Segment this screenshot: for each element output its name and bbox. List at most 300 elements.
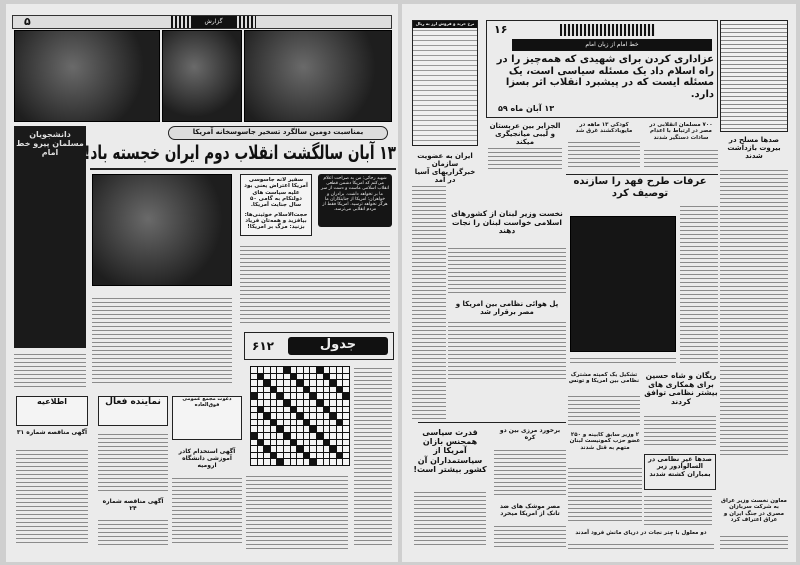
article-text	[488, 146, 562, 172]
crossword-cell	[297, 393, 303, 399]
crossword-cell	[291, 387, 297, 393]
currency-table	[412, 20, 478, 146]
headline-reagan: ریگان و شاه حسین برای همکاری های بیشتر نظامی توافق کردند	[644, 371, 718, 406]
subheadline: بمناسبت دومین سالگرد تسخیر جاسوسخانه آمریکا	[192, 128, 364, 136]
crossword-black-cell	[324, 440, 330, 446]
crossword-cell	[330, 453, 336, 459]
crossword-cell	[324, 433, 330, 439]
crossword-cell	[271, 433, 277, 439]
crossword-cell	[317, 446, 323, 452]
crossword-cell	[277, 367, 283, 373]
crossword-cell	[317, 459, 323, 465]
headline-parachute: دو معلول با چتر نجات در دریای مانش فرود آمدند	[575, 530, 707, 536]
crossword-cell	[251, 420, 257, 426]
crossword-cell	[264, 400, 270, 406]
crossword-cell	[264, 407, 270, 413]
crossword-cell	[277, 453, 283, 459]
article-text	[644, 494, 712, 526]
crossword-cell	[251, 453, 257, 459]
article-text	[448, 320, 566, 382]
ad-tender-24: آگهی مناقصه شماره ۲۴	[102, 498, 164, 512]
section-label: گزارش	[191, 16, 236, 28]
crossword-cell	[324, 380, 330, 386]
imam-title: خط امام از زبان امام	[512, 39, 712, 51]
crossword-black-cell	[337, 453, 343, 459]
crossword-cell	[264, 387, 270, 393]
photo-caption	[570, 356, 676, 366]
headline-korea: برخورد مرزی بین دو کره	[499, 427, 561, 441]
crossword-cell	[310, 420, 316, 426]
crossword-cell	[337, 413, 343, 419]
crossword-clues	[354, 366, 392, 546]
crossword-cell	[264, 433, 270, 439]
ad-text	[98, 518, 168, 548]
photo-banner	[14, 30, 160, 122]
crossword-cell	[297, 453, 303, 459]
dark-quote-box	[318, 174, 392, 227]
side-headline: دانشجویان مسلمان پیرو خط امام	[16, 130, 84, 158]
crossword-black-cell	[264, 446, 270, 452]
crossword-black-cell	[324, 374, 330, 380]
right-page	[402, 4, 796, 562]
crossword-cell	[251, 459, 257, 465]
crossword-cell	[343, 433, 349, 439]
crossword-cell	[317, 374, 323, 380]
crossword-black-cell	[317, 367, 323, 373]
crossword-clues	[246, 474, 348, 550]
article-text	[414, 490, 486, 548]
crossword-cell	[343, 367, 349, 373]
crossword-cell	[271, 459, 277, 465]
article-text	[448, 246, 566, 294]
crossword-cell	[343, 407, 349, 413]
crossword-cell	[291, 459, 297, 465]
article-text	[412, 184, 446, 420]
ad-representative	[98, 396, 168, 426]
crossword-black-cell	[310, 393, 316, 399]
crossword-black-cell	[297, 446, 303, 452]
crossword-cell	[251, 413, 257, 419]
crossword-cell	[277, 387, 283, 393]
crossword-black-cell	[304, 387, 310, 393]
crossword-cell	[304, 400, 310, 406]
crossword-cell	[337, 367, 343, 373]
crossword-cell	[271, 400, 277, 406]
ad-notice-title: اطلاعیه	[37, 397, 67, 406]
imam-quote: عزاداری کردن برای شهیدی که همه‌چیز را در راه اسلام داد یک مسئله سیاسی است، یک مسئله ایست که در پیشبرد انقلاب اثر بسزا دارد.	[496, 54, 714, 100]
crossword-cell	[284, 374, 290, 380]
crossword-cell	[343, 387, 349, 393]
crossword-cell	[291, 453, 297, 459]
divider	[418, 422, 566, 423]
article-text	[680, 204, 718, 364]
crossword-cell	[297, 433, 303, 439]
crossword-black-cell	[330, 446, 336, 452]
ad-notice	[16, 396, 88, 426]
headline-tunisia: تشکیل یک کمیته مشترک نظامی بین امریکا و تونس	[568, 372, 640, 385]
crossword-cell	[271, 413, 277, 419]
crossword-cell	[317, 426, 323, 432]
photo-demonstration	[92, 174, 232, 286]
crossword-black-cell	[284, 367, 290, 373]
crossword-cell	[277, 380, 283, 386]
crossword-cell	[258, 387, 264, 393]
crossword-cell	[271, 374, 277, 380]
headline-arafat: عرفات طرح فهد را سازنده توصیف کرد	[573, 176, 707, 199]
crossword-cell	[297, 407, 303, 413]
crossword-cell	[284, 393, 290, 399]
crossword-cell	[291, 420, 297, 426]
crossword-black-cell	[317, 400, 323, 406]
crossword-cell	[251, 400, 257, 406]
crossword-black-cell	[337, 387, 343, 393]
quote-box	[240, 174, 312, 236]
crossword-cell	[297, 400, 303, 406]
crossword-cell	[310, 367, 316, 373]
crossword-cell	[343, 413, 349, 419]
crossword-cell	[337, 393, 343, 399]
crossword-cell	[291, 393, 297, 399]
crossword-cell	[304, 393, 310, 399]
crossword-cell	[343, 453, 349, 459]
crossword-cell	[264, 367, 270, 373]
crossword-cell	[251, 380, 257, 386]
crossword-black-cell	[251, 393, 257, 399]
crossword-cell	[277, 440, 283, 446]
crossword-cell	[343, 440, 349, 446]
crossword-cell	[258, 433, 264, 439]
crossword-cell	[317, 380, 323, 386]
crossword-cell	[330, 426, 336, 432]
crossword-cell	[304, 440, 310, 446]
crossword-cell	[324, 387, 330, 393]
crossword-cell	[337, 433, 343, 439]
crossword-cell	[343, 459, 349, 465]
crossword-cell	[330, 400, 336, 406]
page-number: ۱۶	[494, 23, 508, 36]
crossword-cell	[310, 446, 316, 452]
article-text	[644, 148, 718, 170]
crossword-cell	[330, 367, 336, 373]
article-text	[240, 244, 390, 326]
crossword-cell	[310, 453, 316, 459]
crossword-black-cell	[277, 459, 283, 465]
crossword-black-cell	[310, 426, 316, 432]
crossword-black-cell	[291, 374, 297, 380]
headline-algeria: الجزایر بین عربستان و لیبی میانجیگری میکند	[489, 122, 561, 147]
headline-airlift: پل هوائی نظامی بین امریکا و مصر برقرار شد	[455, 300, 559, 317]
crossword-black-cell	[258, 440, 264, 446]
crossword-cell	[284, 453, 290, 459]
crossword-black-cell	[258, 374, 264, 380]
crossword-cell	[324, 413, 330, 419]
crossword-black-cell	[297, 413, 303, 419]
crossword-cell	[297, 387, 303, 393]
crossword-cell	[343, 400, 349, 406]
crossword-cell	[317, 393, 323, 399]
crossword-cell	[330, 420, 336, 426]
ad-text	[172, 476, 242, 546]
headline-political-power: قدرت سیاسی همجنس بازان آمریکا از سیاستمداران آن کشور بیشتر است!	[413, 428, 487, 474]
crossword-cell	[258, 446, 264, 452]
article-text	[568, 542, 714, 550]
crossword-cell	[291, 400, 297, 406]
crossword-cell	[277, 413, 283, 419]
crossword-cell	[251, 407, 257, 413]
crossword-cell	[251, 426, 257, 432]
crossword-black-cell	[258, 407, 264, 413]
crossword-black-cell	[291, 407, 297, 413]
headline-egypt-arrests: ۷۰۰ مسلمان انقلابی در مصر در ارتباط با اعدام سادات دستگیر شدند	[649, 122, 713, 141]
crossword-cell	[264, 374, 270, 380]
ad-tender-31: آگهی مناقصه شماره ۳۱	[16, 429, 88, 436]
photo-flag	[162, 30, 242, 122]
crossword-cell	[284, 380, 290, 386]
crossword-cell	[258, 380, 264, 386]
crossword-cell	[284, 459, 290, 465]
crossword-black-cell	[264, 380, 270, 386]
crossword-cell	[297, 459, 303, 465]
crossword-cell	[264, 440, 270, 446]
ad-text	[98, 432, 168, 494]
crossword-cell	[324, 393, 330, 399]
crossword-cell	[271, 446, 277, 452]
crossword-cell	[291, 413, 297, 419]
article-text	[568, 394, 640, 426]
crossword-cell	[291, 446, 297, 452]
crossword-cell	[330, 407, 336, 413]
crossword-cell	[337, 426, 343, 432]
crossword-cell	[324, 420, 330, 426]
crossword-black-cell	[271, 387, 277, 393]
crossword-cell	[297, 440, 303, 446]
ad-meeting-title: دعوت مجمع عمومی فوق‌العاده	[182, 396, 232, 408]
headline-beirut: صدها مسلح در بیروت بازداشت شدند	[727, 136, 781, 161]
quote-1: سفیر لانه جاسوسی آمریکا اعتراض یعنی بود علیه سیاست های دولتکام به گامی ۵۰ سال جنایت آمریکا.	[244, 177, 308, 209]
crossword-cell	[310, 440, 316, 446]
crossword-black-cell	[310, 459, 316, 465]
crossword-cell	[304, 367, 310, 373]
headline-lebanon-ministers: ۲ وزیر سابق کابینه و ۲۵۰ عضو حزب کمونیست لبنان متهم به قتل شدند	[569, 432, 641, 451]
crossword-cell	[258, 420, 264, 426]
crossword-cell	[317, 420, 323, 426]
crossword-cell	[297, 374, 303, 380]
crossword-cell	[337, 459, 343, 465]
photo-crowd-street	[244, 30, 392, 122]
crossword-grid	[250, 366, 350, 466]
article-text	[720, 534, 788, 550]
crossword-cell	[291, 426, 297, 432]
ad-box-top	[720, 20, 788, 132]
crossword-cell	[264, 393, 270, 399]
crossword-cell	[310, 380, 316, 386]
crossword-cell	[310, 387, 316, 393]
crossword-cell	[304, 433, 310, 439]
crossword-cell	[251, 440, 257, 446]
crossword-cell	[264, 453, 270, 459]
headline-missiles: مصر موشک های ضد تانک از امریکا میخرد	[499, 503, 561, 517]
crossword-black-cell	[284, 433, 290, 439]
crossword-cell	[291, 433, 297, 439]
crossword-cell	[317, 453, 323, 459]
crossword-cell	[258, 367, 264, 373]
crossword-cell	[304, 380, 310, 386]
crossword-cell	[271, 380, 277, 386]
ad-recruitment: آگهی استخدام کادر آموزشی دانشگاه ارومیه	[178, 448, 236, 469]
crossword-cell	[324, 426, 330, 432]
crossword-black-cell	[271, 453, 277, 459]
crossword-cell	[277, 407, 283, 413]
headline-lebanon-pm: نخست وزیر لبنان از کشورهای اسلامی خواست لبنان را نجات دهند	[451, 209, 563, 236]
crossword-cell	[310, 433, 316, 439]
article-text	[568, 140, 640, 170]
crossword-black-cell	[304, 420, 310, 426]
article-text	[644, 414, 716, 448]
crossword-black-cell	[337, 420, 343, 426]
crossword-cell	[284, 420, 290, 426]
article-text	[568, 466, 642, 524]
crossword-cell	[317, 387, 323, 393]
crossword-cell	[317, 413, 323, 419]
headline-child: کودکی ۱۳ ماهه در مایوبادکشند غرق شد	[575, 122, 633, 135]
crossword-cell	[277, 433, 283, 439]
ad-text	[16, 448, 88, 544]
crossword-cell	[291, 380, 297, 386]
crossword-cell	[251, 374, 257, 380]
article-text	[494, 448, 566, 498]
crossword-black-cell	[277, 426, 283, 432]
crossword-cell	[317, 407, 323, 413]
crossword-cell	[251, 367, 257, 373]
article-text	[92, 296, 232, 386]
crossword-black-cell	[284, 400, 290, 406]
crossword-cell	[251, 387, 257, 393]
left-page	[6, 4, 398, 562]
crossword-cell	[277, 400, 283, 406]
crossword-cell	[317, 440, 323, 446]
crossword-cell	[310, 374, 316, 380]
crossword-black-cell	[271, 420, 277, 426]
crossword-cell	[271, 407, 277, 413]
page-number: ۵	[24, 15, 31, 28]
crossword-cell	[258, 426, 264, 432]
crossword-cell	[304, 374, 310, 380]
crossword-cell	[271, 367, 277, 373]
ad-representative-title: نماینده فعال	[105, 397, 161, 407]
crossword-cell	[337, 374, 343, 380]
quote-2: حجت‌الاسلام خوئینی‌ها: بیافزید و همه‌تان فریاد بزنید: مرگ بر امریکا!	[244, 211, 308, 231]
crossword-cell	[291, 367, 297, 373]
crossword-black-cell	[251, 433, 257, 439]
crossword-cell	[304, 407, 310, 413]
crossword-cell	[343, 374, 349, 380]
crossword-cell	[258, 453, 264, 459]
crossword-cell	[304, 446, 310, 452]
crossword-cell	[310, 407, 316, 413]
crossword-cell	[343, 420, 349, 426]
crossword-cell	[284, 407, 290, 413]
crossword-black-cell	[304, 453, 310, 459]
crossword-cell	[271, 393, 277, 399]
crossword-cell	[258, 413, 264, 419]
main-headline: ۱۳ آبان سالگشت انقلاب دوم ایران خجسته باد!	[84, 142, 396, 164]
crossword-cell	[343, 380, 349, 386]
article-text	[14, 352, 86, 388]
crossword-cell	[330, 459, 336, 465]
imam-date: ۱۳ آبان ماه ۵۹	[498, 104, 555, 113]
article-text	[494, 524, 566, 548]
crossword-cell	[271, 440, 277, 446]
crossword-cell	[284, 413, 290, 419]
crossword-cell	[277, 374, 283, 380]
crossword-cell	[343, 426, 349, 432]
crossword-cell	[271, 426, 277, 432]
crossword-cell	[330, 393, 336, 399]
crossword-cell	[251, 446, 257, 452]
ad-meeting	[172, 396, 242, 440]
crossword-cell	[258, 393, 264, 399]
crossword-cell	[258, 459, 264, 465]
crossword-cell	[324, 400, 330, 406]
crossword-cell	[264, 426, 270, 432]
divider	[566, 174, 718, 175]
crossword-black-cell	[330, 413, 336, 419]
photo-news	[570, 216, 676, 352]
crossword-cell	[330, 374, 336, 380]
headline-iraq: معاون نخست وزیر عراق به شرکت سربازان مصری در جنگ ایران و عراق اعتراف کرد	[721, 498, 787, 523]
headline-salvador: صدها غیر نظامی در السالوادور زیر بمباران کشته شدند	[648, 455, 712, 478]
crossword-number: ۶۱۲	[252, 339, 274, 353]
headline-iran-agency: ایران به عضویت سازمان خبرگزاریهای آسیا در آمد	[414, 152, 476, 185]
dark-quote: شهید رجائی: من به صراحت اعلام می‌کنم که امریکا دشمن قطعی انقلاب اسلامی ماست و دست از سر ما بر نخواهد داشت. برادران و خواهران: امریکا از جنایتکاران ما هرگز نخواهد ترسید. امریکا فقط از مردم انقلابی می‌ترسد.	[320, 176, 390, 213]
crossword-black-cell	[317, 433, 323, 439]
crossword-black-cell	[264, 413, 270, 419]
crossword-black-cell	[277, 393, 283, 399]
divider	[90, 168, 396, 170]
crossword-cell	[310, 413, 316, 419]
crossword-cell	[284, 387, 290, 393]
crossword-cell	[324, 446, 330, 452]
crossword-cell	[297, 367, 303, 373]
crossword-cell	[284, 446, 290, 452]
crossword-cell	[304, 413, 310, 419]
crossword-black-cell	[324, 407, 330, 413]
crossword-cell	[297, 420, 303, 426]
crossword-cell	[277, 420, 283, 426]
crossword-cell	[337, 400, 343, 406]
crossword-cell	[258, 400, 264, 406]
crossword-logo: جدول	[288, 337, 388, 355]
crossword-cell	[304, 459, 310, 465]
crossword-cell	[324, 367, 330, 373]
crossword-cell	[337, 380, 343, 386]
crossword-cell	[304, 426, 310, 432]
crossword-cell	[330, 433, 336, 439]
crossword-black-cell	[330, 380, 336, 386]
crossword-black-cell	[343, 393, 349, 399]
crossword-cell	[297, 426, 303, 432]
side-column-dark	[14, 126, 86, 348]
crossword-cell	[324, 453, 330, 459]
currency-title: نرخ خرید و فروش ارز به ریال	[413, 21, 477, 28]
crossword-cell	[324, 459, 330, 465]
crossword-cell	[310, 400, 316, 406]
article-text	[720, 168, 788, 458]
crossword-cell	[337, 446, 343, 452]
crossword-cell	[264, 459, 270, 465]
crossword-cell	[284, 426, 290, 432]
crossword-cell	[337, 440, 343, 446]
